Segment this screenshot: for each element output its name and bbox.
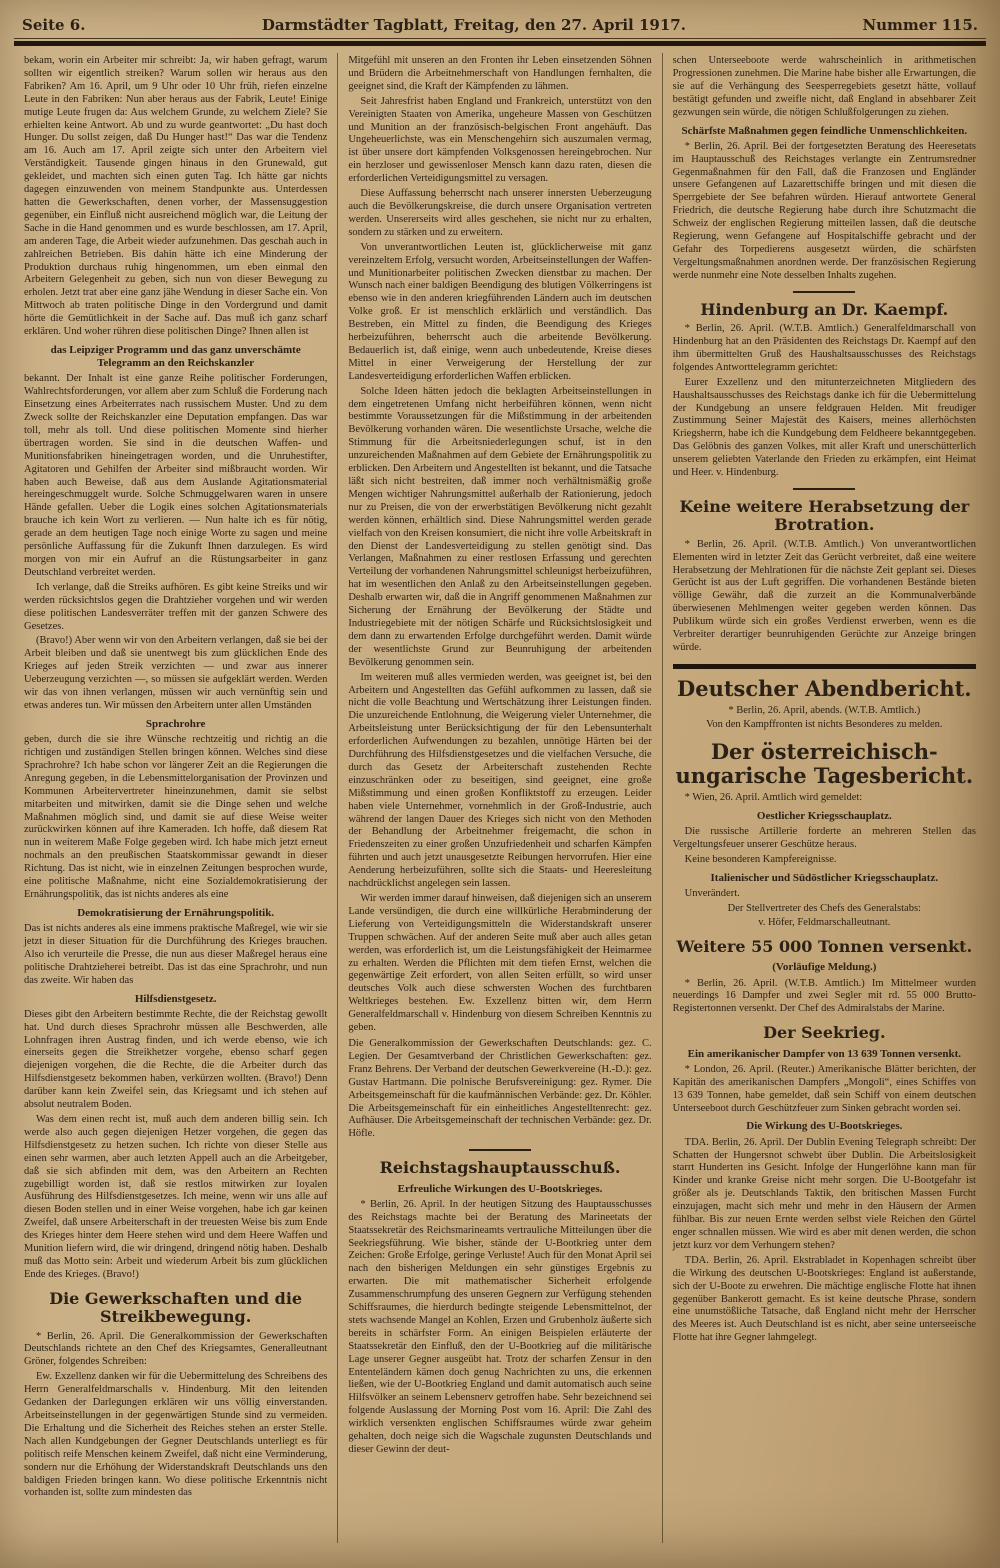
- article-paragraph: Seit Jahresfrist haben England und Frankreich, unterstützt von den Vereinigten Staaten von Amerika, ungeheure Massen von Geschützen und Munition an der französisch-belgischen Front angehäuft. Das Ungeheuerlichste, was ein Menschengehirn sich auszumalen vermag, ist über unsere dort kämpfenden Volksgenossen hereingebrochen. Nur ein herzloser und gewissenloser Mensch kann dazu raten, diesen die erforderlichen Verteidigungsmittel zu versagen.: [348, 95, 652, 185]
- article-paragraph: Das ist nichts anderes als eine immens praktische Maßregel, wie wir sie jetzt in dieser Situation für die Durchführung des Krieges brauchen. Also ich verurteile die Presse, die nun aus dieser Maßregel heraus eine politische Drahtzieherei betreibt. Das ist das eine Sprachrohr, und nun das zweite. Wir haben das: [24, 923, 328, 986]
- article-subhead: Ein amerikanischer Dampfer von 13 639 Tonnen versenkt.: [687, 1047, 962, 1060]
- centered-line: v. Höfer, Feldmarschalleutnant.: [758, 917, 891, 929]
- article-paragraph: * Berlin, 26. April. (W.T.B. Amtlich.) Generalfeldmarschall von Hindenburg hat an den Präsidenten des Reichstags Dr. Kaempf auf den ihm übermittelten Gruß des Haushaltsausschusses des Reichstags folgendes Antworttelegramm gerichtet:: [672, 323, 976, 373]
- article-paragraph: * Berlin, 26. April. Die Generalkommission der Gewerkschaften Deutschlands richtete an den Chef des Kriegsamtes, Generalleutnant Gröner, folgendes Schreiben:: [24, 1330, 328, 1368]
- centered-line: Der Stellvertreter des Chefs des Generalstabs:: [727, 903, 921, 915]
- article-subhead: Demokratisierung der Ernährungspolitik.: [77, 906, 275, 919]
- section-divider: [469, 1149, 531, 1151]
- article-subhead: Schärfste Maßnahmen gegen feindliche Unmenschlichkeiten.: [681, 124, 968, 137]
- article-paragraph: * London, 26. April. (Reuter.) Amerikanische Blätter berichten, der Kapitän des amerikanischen Dampfers „Mongoli“, eines Schiffes von 13 639 Tonnen, habe gemeldet, daß sein Schiff von einem deutschen Unterseeboot durch Geschützfeuer zum Sinken gebracht worden sei.: [672, 1063, 976, 1114]
- section-divider: [793, 291, 855, 293]
- article-paragraph: (Bravo!) Aber wenn wir von den Arbeitern verlangen, daß sie bei der Arbeit bleiben und daß sie unentwegt bis zum glücklichen Ende des Krieges auf jeden Streik verzichten — und zwar aus innerer Ueberzeugung verzichten —, so müssen sie aufgeklärt werden. Werden wir das von ihnen verlangen, müssen wir auch vernünftig sein und etwas anderes tun. Wir müssen den Arbeitern unter allen Umständen: [24, 635, 328, 711]
- article-paragraph: Was dem einen recht ist, muß auch dem anderen billig sein. Ich werde also auch gegen diejenigen Hetzer vorgehen, die gegen das Hilfsdienstgesetz zu hetzen suchen. Ich richte von dieser Stelle aus einen sehr warmen, aber auch letzten Appell auch an die Arbeitgeber, daß sie sich abfinden mit dem, was den Arbeitern an Rechten zugebilligt worden ist, daß sie restlos mitwirken zur loyalen Ausführung des Hilfsdienstgesetzes. Ich meine, wenn wir uns alle auf diesen Boden stellen und in einer Weise vorgehen, habe ich gar keinen Zweifel, daß unsere Arbeiterschaft in der treuesten Weise bis zum Ende des Krieges hinter dem Heere stehen wird und dem Heere Waffen und Munition liefern wird, die wir dringend, dringend nötig haben. Deshalb muß das Motto sein: Arbeit und wiederum Arbeit bis zum glücklichen Ende des Krieges. (Bravo!): [24, 1114, 328, 1280]
- article-paragraph: Die russische Artillerie forderte an mehreren Stellen das Vergeltungsfeuer unserer Geschütze heraus.: [672, 826, 976, 851]
- header-rule: [14, 41, 986, 46]
- article-subhead: (Vorläufige Meldung.): [772, 961, 877, 974]
- article-subhead: das Leipziger Programm und das ganz unverschämte Telegramm an den Reichskanzler: [50, 343, 301, 370]
- article-paragraph: Wir werden immer darauf hinweisen, daß diejenigen sich an unserem Lande versündigen, die durch eine willkürliche Herabminderung der Lieferung von Verteidigungsmitteln die Widerstandskraft unserer Truppen schwächen. Auf der anderen Seite muß aber auch alles getan werden, was erforderlich ist, um die Leistungsfähigkeit der Heimarmee zu erhalten. Werden die Pflichten mit dem tiefen Ernst, welchen die gegenwärtige Zeit erfordert, von allen Seiten erfüllt, so wird unser deutsches Volk auch diese schwersten Wochen des furchtbaren Weltkrieges bestehen. Ew. Exzellenz bitten wir, dem Herrn Generalfeldmarschall v. Hindenburg von diesem Schreiben Kenntnis zu geben.: [348, 893, 652, 1034]
- article-paragraph: TDA. Berlin, 26. April. Ekstrabladet in Kopenhagen schreibt über die Wirkung des deutschen U-Bootskrieges: England ist außerstande, sich der U-Boote zu erwehren. Die mächtige englische Flotte hat ihnen gegenüber Bankerott gemacht. Es ist keine deutsche Phrase, sondern eine unumstößliche Tatsache, daß England nicht mehr der Herrscher des Meeres ist. Auch Deutschland ist es nicht, aber seine unterseeische Flotte hat ihre Gegner lahmgelegt.: [672, 1254, 976, 1344]
- article-paragraph: TDA. Berlin, 26. April. Der Dublin Evening Telegraph schreibt: Der Schatten der Hungersnot schwebt über Dublin. Die Arbeitslosigkeit starrt Hunderten ins Gesicht. Infolge der Hungerlöhne kann man für Kinder und kranke Greise nicht mehr sorgen. Die U-Bootgefahr ist größer als je. Deutschlands Taktik, den britischen Massen Furcht einzujagen, macht sich mehr und mehr in den Häusern der Armen fühlbar. Bis zur neuen Ernte werden selbst viele Reichen den Gürtel enger schnallen müssen. Wie wird es aber mit denen werden, die schon jetzt kurz vor dem Verhungern stehen?: [672, 1136, 976, 1251]
- article-headline: Hindenburg an Dr. Kaempf.: [700, 299, 949, 319]
- article-paragraph: Unverändert.: [684, 888, 740, 900]
- article-paragraph: Dieses gibt den Arbeitern bestimmte Rechte, die der Reichstag gewollt hat. Und durch dieses Sprachrohr müssen alle Beschwerden, alle Lohnfragen ihren Austrag finden, und ich werde ebenso, wie ich einerseits gegen die Streikhetzer vorgehe, ebenso scharf gegen diejenigen vorgehen, die die Rechte, die die Arbeiter durch das Hilfsdienstgesetz bekommen haben, verkürzen wollten. (Bravo!) Denn darüber kann kein Zweifel sein, das Kriegsamt und ich stehen auf absolut neutralem Boden.: [24, 1008, 328, 1111]
- article-subhead: Die Wirkung des U-Bootskrieges.: [746, 1120, 903, 1133]
- column-1: [14, 53, 337, 1543]
- page-number-label: Seite 6.: [22, 16, 86, 34]
- article-paragraph: geben, durch die sie ihre Wünsche rechtzeitig und richtig an die richtigen und zuständigen Stellen bringen können. Welches sind diese Sprachrohre? Ich habe schon vor längerer Zeit an die Regierungen die Anregung gegeben, in die Lebensmittelorganisation der Provinzen und Kommunen Arbeitervertreter hineinzunehmen, damit sie selbst mitarbeiten und mitwirken, damit sie die Dinge sehen und welche Maßnahmen möglich sind, und damit sie auf diese Weise weiter zurückwirken können auf ihre Kameraden. Ich hoffe, daß diesem Rat nun in weiterem Maße Folge gegeben wird. Ich habe mich jetzt erneut nochmals an den preußischen Staatskommissar gewandt in dieser Richtung. Das ist nicht, wie in einzelnen Zeitungen besprochen wurde, eine politische Maßnahme, nicht eine Sozialdemokratisierung der Ernährungspolitik, das ist nichts anderes als eine: [24, 734, 328, 900]
- column-2: [337, 53, 661, 1543]
- centered-line: Von den Kampffronten ist nichts Besonderes zu melden.: [706, 719, 943, 731]
- article-headline: Reichstagshauptausschuß.: [379, 1158, 621, 1178]
- article-paragraph: Ew. Exzellenz danken wir für die Uebermittelung des Schreibens des Herrn Generalfeldmarschalls v. Hindenburg. Mit den leitenden Gedanken der Darlegungen erklären wir uns völlig einverstanden. Arbeitseinstellungen in der gegenwärtigen Stunde sind zu vermeiden. Die Erhaltung und die Sicherheit des Reiches stehen an erster Stelle. Nach allen Kundgebungen der Gegner Deutschlands unterliegt es für politisch reife Menschen keinem Zweifel, daß nicht eine Verminderung, sondern nur die Erhöhung der Widerstandskraft Deutschlands uns den baldigen Frieden bringen kann. Wo diese politische Erkenntnis nicht vorhanden ist, sollte zum mindesten das: [24, 1371, 328, 1499]
- article-paragraph: Eurer Exzellenz und den mitunterzeichneten Mitgliedern des Haushaltsausschusses des Reichstags danke ich für die Uebermittelung der Kundgebung an unsere feldgrauen Helden. Mit freudiger Zustimmung Seiner Majestät des Kaisers, meines allerhöchsten Kriegsherrn, habe ich die Kundgebung dem Feldheere bekanntgegeben. Das Gelöbnis des ganzen Volkes, mit aller Kraft und unerschütterlich unserem geliebten Vaterlande den Frieden zu erkämpfen, eint Heimat und Heer. v. Hindenburg.: [672, 376, 976, 479]
- article-headline: Der österreichisch-ungarische Tagesbericht.: [675, 739, 974, 788]
- article-headline: Weitere 55 000 Tonnen versenkt.: [676, 936, 973, 956]
- column-3: [662, 53, 986, 1543]
- article-paragraph: * Berlin, 26. April. In der heutigen Sitzung des Hauptausschusses des Reichstags machte bei der Beratung des Marineetats der Staatssekretär des Reichsmarineamts vertrauliche Mitteilungen über die Seekriegsführung. Wie bisher, stände der U-Bootkrieg unter dem Zeichen: Große Erfolge, geringe Verluste! Auch für den Monat April sei nach den bisherigen Meldungen ein sehr günstiges Ergebnis zu erwarten. Die mit mathematischer Sicherheit erfolgende Zusammenschrumpfung des unseren Gegnern zur Verfügung stehenden Schiffsraumes, die hierdurch bedingte steigende Lebensmittelnot, der stets wachsende Mangel an Kohlen, Erzen und Grubenholz äußerte sich bereits in schärfster Form. An einigen Beispielen erläuterte der Staatssekretär den Einfluß, den der U-Bootkrieg auf die militärische Lage unserer Gegner ausgeübt hat. Trotz der scharfen Zensur in den Ententeländern kämen doch genug Nachrichten zu uns, die erkennen ließen, wie der U-Bootkrieg England und damit automatisch auch seine Hilfsvölker an seinem Lebensnerv getroffen habe. Sehr bezeichnend sei folgende Auslassung der Morning Post vom 16. April: Die Zahl des wirklich versenkten englischen Schiffsraumes würde zwar geheim gehalten, doch neige sich die Wagschale zugunsten Deutschlands und dieser Gewinn der deut-: [348, 1198, 652, 1456]
- article-paragraph: Von unverantwortlichen Leuten ist, glücklicherweise mit ganz vereinzeltem Erfolg, versucht worden, Arbeitseinstellungen der Waffen- und Munitionarbeiter politischen Zwecken dienstbar zu machen. Der Wunsch nach einer baldigen Beendigung des blutigen Völkerringens ist ebenso wie in den anderen kriegführenden Ländern auch im deutschen Volke groß. Er ist menschlich erklärlich und verständlich. Das Bestreben, ein Mittel zu finden, die Beendigung des Krieges herbeizuführen, beherrscht auch die arbeitende Bevölkerung. Bedauerlich ist, daß einige, wenn auch unbedeutende, Kreise dieses Mittel in einer Verweigerung der Herstellung der zur Landesverteidigung erforderlichen Waffen erblicken.: [348, 241, 652, 382]
- article-headline: Deutscher Abendbericht.: [677, 675, 972, 701]
- article-paragraph: Ich verlange, daß die Streiks aufhören. Es gibt keine Streiks und wir werden rücksichtslos gegen die Drahtzieher vorgehen und wir werden diese politischen Landesverräter treffen mit der ganzen Schwere des Gesetzes.: [24, 581, 328, 632]
- page-header: [14, 8, 986, 39]
- article-paragraph: * Berlin, 26. April. (W.T.B. Amtlich.) Im Mittelmeer wurden neuerdings 16 Dampfer und zwei Segler mit rd. 55 000 Brutto-Registertonnen versenkt. Der Chef des Admiralstabs der Marine.: [672, 977, 976, 1015]
- article-subhead: Erfreuliche Wirkungen des U-Bootskrieges.: [397, 1182, 603, 1195]
- article-subhead: Italienischer und Südöstlicher Kriegsschauplatz.: [710, 872, 939, 885]
- article-paragraph: Solche Ideen hätten jedoch die beklagten Arbeitseinstellungen in dem eingetretenen Umfang nicht herbeiführen können, wenn nicht bestimmte Voraussetzungen für die Mißstimmung in der arbeitenden Bevölkerung vorhanden wären. Die wesentlichste Ursache, welche die Stimmung für die Arbeitsniederlegungen schuf, ist in den unzureichenden Maßnahmen auf dem Gebiete der Ernährungspolitik zu erblicken. Den Arbeitern und Angestellten ist bekannt, und die Tatsache läßt sich nicht bestreiten, daß immer noch verhältnismäßig große Mengen wichtiger Nahrungsmittel außerhalb der Rationierung, jedoch nur zu Preisen, die von der erwerbstätigen Bevölkerung nicht gezahlt werden können, erhältlich sind. Diese Nahrungsmittel werden gerade vielfach von den Kreisen konsumiert, die nicht ihre volle Arbeitskraft in den Dienst der Landesverteidigung zu stellen genötigt sind. Das Verlangen, Maßnahmen zu einer restlosen Erfassung und gerechten Verteilung der vorhandenen Nahrungsmittel schleunigst herbeizuführen, hat im wesentlichen den Anlaß zu den Arbeitseinstellungen gegeben. Deshalb erwarten wir, daß die in Angriff genommenen Maßnahmen zur Sicherung der Ernährung der Bevölkerung der Städte und Industriegebiete mit der nötigen Schärfe und Rücksichtslosigkeit und dem dann zu erwartenden Erfolge durchgeführt werden. Damit würde der wesentlichste Grund zur Beunruhigung der arbeitenden Bevölkerung genommen sein.: [348, 385, 652, 668]
- article-subhead: Oestlicher Kriegsschauplatz.: [756, 810, 892, 823]
- section-rule: [673, 664, 976, 669]
- issue-number-label: Nummer 115.: [862, 16, 978, 34]
- article-subhead: Hilfsdienstgesetz.: [134, 992, 217, 1005]
- newspaper-title: Darmstädter Tagblatt, Freitag, den 27. April 1917.: [261, 16, 686, 34]
- columns-container: [14, 53, 986, 1543]
- article-headline: Die Gewerkschaften und die Streikbewegung.: [49, 1288, 303, 1327]
- article-paragraph: schen Unterseeboote werde wahrscheinlich in arithmetischen Progressionen zunehmen. Die Marine habe bisher alle Erwartungen, die sie auf die Verhängung des Seesperregebiets gesetzt hätte, vollauf bestätigt gefunden und zweifle nicht, daß England in absehbarer Zeit gezwungen sein würde, die nötigen Schlußfolgerungen zu ziehen.: [672, 55, 976, 118]
- article-headline: Der Seekrieg.: [763, 1023, 886, 1043]
- article-paragraph: bekam, worin ein Arbeiter mir schreibt: Ja, wir haben gefragt, warum sollten wir eigentlich streiken? Warum sollen wir heraus aus den Fabriken? Am 16. April, um 9 Uhr oder 10 Uhr früh, riefen einzelne Leute in den Fabriken: Nun aber heraus aus der Fabrik, Leute! Einige mutige Leute frugen da: Aus welchem Grunde, zu welchem Ziele? Sie erhielten keine Antwort. Ab und zu wurde geantwortet: „Du hast doch Hunger. Du sollst zeigen, daß Du Hunger hast!“ Das war die Tendenz am 16. Auch am 17. April zeigte sich unter den Arbeitern viel Verständigkeit. Tausende gingen hinaus in den Grunewald, gut gekleidet, und machten sich einen guten Tag. Ich hätte gar nichts dagegen einzuwenden von meinem Standpunkte aus. Unterdessen hatten die Gewerkschaften, denen vorher, der Massensuggestion gegenüber, ein Einfluß nicht ausreichend möglich war, die Leitung der Sache in die Hand genommen und es wurde beschlossen, am 17. April, am anderen Tage, die Arbeit wieder aufzunehmen. Das geschah auch in zahlreichen Betrieben. Bis dahin hätte ich eine Minderung der Produktion durchaus ruhig hingenommen, um eben einmal den Arbeitern Gelegenheit zu geben, sich nun von dieser Bewegung zu erholen. Jetzt trat aber eine ganz jähe Wendung in dieser Sache ein. Von Mittwoch ab traten politische Dinge in den Vordergrund und damit hörte die Gemütlichkeit in der Sache auf. Das muß ich ganz scharf erklären. Und woher rühren diese politischen Dinge? Ihnen allen ist: [24, 55, 328, 338]
- article-paragraph: * Berlin, 26. April. Bei der fortgesetzten Beratung des Heeresetats im Hauptausschuß des Reichstages verlangte ein Zentrumsredner Gegenmaßnahmen für den Fall, daß die Franzosen und Engländer unsere Gefangenen auf Lazarettschiffe bringen und mit diesen die Sperrgebiete der See befahren würden. Hierauf antwortete General Friedrich, die deutsche Regierung habe durch ihre Schutzmacht die Schweiz der englischen Regierung mitteilen lassen, daß die deutsche Regierung, wenn Gefangene auf Hospitalschiffe gebracht und der Gefahr des Torpedierens ausgesetzt würden, die schärfsten Vergeltungsmaßnahmen anordnen werde. Der französischen Regierung werde nunmehr eine Note desselben Inhalts zugehen.: [672, 140, 976, 281]
- article-paragraph: Im weiteren muß alles vermieden werden, was geeignet ist, bei den Arbeitern und Angestellten das Gefühl aufkommen zu lassen, daß sie nicht die volle Beachtung und Wertschätzung ihrer Leistungen finden. Die unzureichende Entlohnung, die Weigerung vieler Unternehmer, die Arbeitsleistung unter Berücksichtigung der für den Lebensunterhalt erforderlichen Aufwendungen zu bezahlen, unnötige Härten bei der Durchführung des Hilfsdienstgesetzes und die vielfachen Versuche, die durch das Gesetz der Arbeiterschaft zustehenden Rechte einzuschränken oder zu beseitigen, sind geeignet, eine große Mißstimmung und einen großen Konfliktstoff zu erzeugen. Leider haben viele Unternehmer, vornehmlich in der Groß-Industrie, auch während der langen Dauer des Krieges sich nicht von den Methoden der Behandlung der Arbeitnehmer freigemacht, die schon in Friedenszeiten zu einer großen Unzufriedenheit und scharfen Kämpfen führten und auch jetzt unausgesetzte Reibungen hervorrufen. Hier eine Aenderung herbeizuführen, sollte sich die Staats- und Heeresleitung nachdrücklichst angelegen sein lassen.: [348, 671, 652, 890]
- signature-block: Die Generalkommission der Gewerkschaften Deutschlands: gez. C. Legien. Der Gesamtverband der Christlichen Gewerkschaften: gez. Franz Behrens. Der Verband der deutschen Gewerkvereine (H.-D.): gez. Gustav Hartmann. Die polnische Berufsvereinigung: gez. Rymer. Die Arbeitsgemeinschaft für die kaufmännischen Verbände: gez. Dr. Köhler. Die Arbeitsgemeinschaft für ein einheitliches Angestelltenrecht: gez. Aufhäuser. Die Arbeitsgemeinschaft der technischen Verbände: gez. Dr. Höfle.: [348, 1037, 652, 1140]
- article-paragraph: Diese Auffassung beherrscht nach unserer innersten Ueberzeugung auch die Bevölkerungskreise, die durch unsere Organisation vertreten werden. Unsererseits wird alles geschehen, sie nicht nur zu erhalten, sondern zu stärken und zu erweitern.: [348, 188, 652, 238]
- article-paragraph: * Wien, 26. April. Amtlich wird gemeldet:: [684, 792, 863, 804]
- article-paragraph: Keine besonderen Kampfereignisse.: [684, 854, 837, 866]
- section-divider: [793, 488, 855, 490]
- article-subhead: Sprachrohre: [145, 717, 206, 730]
- article-paragraph: * Berlin, 26. April. (W.T.B. Amtlich.) Von unverantwortlichen Elementen wird in letzter Zeit das Gerücht verbreitet, daß eine weitere Herabsetzung der Mehlrationen für die nächste Zeit geplant sei. Dieses Gerücht ist aus der Luft gegriffen. Die vorhandenen Bestände bieten völlige Gewähr, daß die zurzeit an die Kommunalverbände überwiesenen Mehlmengen weiter gegeben werden können. Das Publikum würde sich ein großes Verdienst erwerben, wenn es die Verbreiter derartiger beunruhigenden Gerüchte zur Anzeige bringen würde.: [672, 538, 976, 653]
- article-headline: Keine weitere Herabsetzung der Brotration.: [679, 496, 970, 535]
- article-paragraph: Mitgefühl mit unseren an den Fronten ihr Leben einsetzenden Söhnen und Brüdern die Arbeitnehmerschaft von Handlungen fernhalten, die geeignet sind, die Kraft der Kämpfenden zu lähmen.: [348, 55, 652, 92]
- article-paragraph: bekannt. Der Inhalt ist eine ganze Reihe politischer Forderungen, Wahlrechtsforderungen, vor allem aber zum Schluß die Forderung nach Einsetzung eines Arbeiterrates nach russischem Muster. Und zu dem Zweck sollte der Reichskanzler eine Deputation empfangen. Das war toll, mehr als toll. Und diese politischen Momente sind hierher übertragen worden. Sie sind in die deutschen Waffen- und Munitionsfabriken hineingetragen worden, und die Unruhestifter, Agitatoren und Gehilfen der Arbeiter sind mißbraucht worden. Wir haben auch Beweise, daß aus dem Auslande Agitationsmaterial hereingeschmuggelt wurde. Solche Schmuggelwaren waren in unsere Hände gefallen. Ueber die Logik eines solchen Agitationsmaterials brauche ich kein Wort zu verlieren. — Nun halte ich es für nötig, gerade an dem heutigen Tage noch einige Worte zu sagen und meine persönliche Auffassung für die Zukunft Ihnen darzulegen. Es wird morgen von mir ein Aufruf an die Rüstungsarbeiter in ganz Deutschland verbreitet werden.: [24, 373, 328, 578]
- centered-line: * Berlin, 26. April, abends. (W.T.B. Amtlich.): [728, 705, 921, 717]
